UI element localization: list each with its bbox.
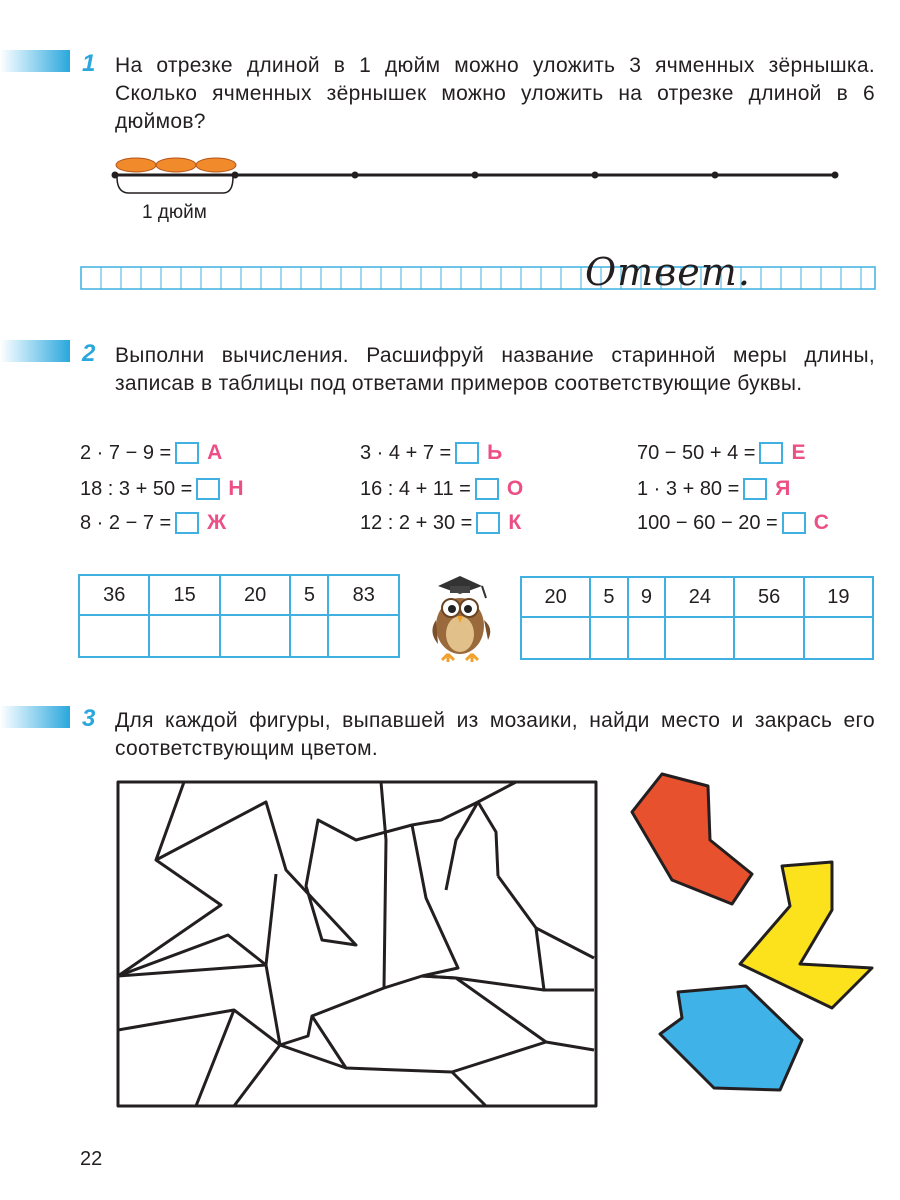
task-marker-band xyxy=(0,340,70,362)
inch-segment-figure xyxy=(105,150,850,205)
barley-grain xyxy=(116,158,156,172)
answer-value: 20 xyxy=(220,575,290,615)
expression: 12 : 2 + 30 = xyxy=(360,511,473,534)
cipher-letter: А xyxy=(207,441,223,464)
letter-cell[interactable] xyxy=(665,617,734,659)
answer-box[interactable] xyxy=(175,442,199,464)
answer-box[interactable] xyxy=(476,512,500,534)
expression-row xyxy=(637,511,829,535)
cipher-letter: К xyxy=(508,511,522,534)
answer-box[interactable] xyxy=(455,442,479,464)
expression-row xyxy=(360,511,521,535)
answer-box[interactable] xyxy=(782,512,806,534)
cipher-letter: Ж xyxy=(207,511,227,534)
answer-value: 5 xyxy=(290,575,328,615)
expression-row xyxy=(80,441,222,465)
expression: 70 − 50 + 4 = xyxy=(637,441,756,464)
answer-value: 9 xyxy=(628,577,665,617)
expression-row xyxy=(360,477,523,501)
answer-value: 24 xyxy=(665,577,734,617)
task-number: 2 xyxy=(82,340,96,367)
owl-scholar-icon xyxy=(420,568,500,664)
answer-grid[interactable] xyxy=(80,266,876,290)
page-number: 22 xyxy=(80,1148,103,1170)
task-text: Для каждой фигуры, выпавшей из мозаики, найди место и закрась его соответствующим цветом. xyxy=(115,709,875,760)
answer-value: 15 xyxy=(149,575,219,615)
answer-box[interactable] xyxy=(743,478,767,500)
task-text: На отрезке длиной в 1 дюйм можно уложить 3 ячменных зёрнышка. Сколько ячменных зёрнышек можно уложить на отрезке длиной в 6 дюймов? xyxy=(115,54,875,133)
cipher-table-left xyxy=(78,574,400,658)
letter-cell[interactable] xyxy=(628,617,665,659)
cipher-letter: С xyxy=(813,511,829,534)
cipher-letter: Н xyxy=(228,477,244,500)
expression-row xyxy=(80,477,244,501)
expression: 16 : 4 + 11 = xyxy=(360,477,471,500)
letter-cell[interactable] xyxy=(521,617,590,659)
answer-box[interactable] xyxy=(196,478,220,500)
inch-label: 1 дюйм xyxy=(142,202,207,223)
letter-cell[interactable] xyxy=(328,615,399,657)
expression: 1 · 3 + 80 = xyxy=(637,477,740,500)
answer-value: 36 xyxy=(79,575,149,615)
expression: 3 · 4 + 7 = xyxy=(360,441,452,464)
answer-value: 20 xyxy=(521,577,590,617)
task-text: Выполни вычисления. Расшифруй название старинной меры длины, записав в таблицы под ответами примеров соответствующие буквы. xyxy=(115,344,875,395)
letter-cell[interactable] xyxy=(290,615,328,657)
answer-label: Ответ. xyxy=(585,250,751,294)
inch-bracket xyxy=(117,177,233,193)
cipher-table-right xyxy=(520,576,874,660)
cipher-letter: Я xyxy=(775,477,791,500)
answer-value: 5 xyxy=(590,577,627,617)
expression: 2 · 7 − 9 = xyxy=(80,441,172,464)
letter-cell[interactable] xyxy=(220,615,290,657)
expression: 100 − 60 − 20 = xyxy=(637,511,778,534)
expression-row xyxy=(637,477,790,501)
cipher-letter: Е xyxy=(791,441,806,464)
answer-box[interactable] xyxy=(759,442,783,464)
barley-grain xyxy=(196,158,236,172)
answer-value: 83 xyxy=(328,575,399,615)
blue-mosaic-piece xyxy=(660,986,802,1090)
mosaic-puzzle[interactable] xyxy=(116,780,600,1110)
letter-cell[interactable] xyxy=(590,617,627,659)
yellow-mosaic-piece xyxy=(740,862,872,1008)
answer-box[interactable] xyxy=(475,478,499,500)
letter-cell[interactable] xyxy=(734,617,803,659)
barley-grains xyxy=(116,158,236,172)
loose-mosaic-pieces[interactable] xyxy=(620,770,880,1100)
expression: 8 · 2 − 7 = xyxy=(80,511,172,534)
letter-cell[interactable] xyxy=(804,617,873,659)
cipher-letter: Ь xyxy=(487,441,503,464)
barley-grain xyxy=(156,158,196,172)
letter-cell[interactable] xyxy=(79,615,149,657)
red-mosaic-piece xyxy=(632,774,752,904)
task-number: 3 xyxy=(82,705,96,732)
task-marker-band xyxy=(0,50,70,72)
answer-value: 56 xyxy=(734,577,803,617)
task-number: 1 xyxy=(82,50,96,77)
expression-row xyxy=(360,441,502,465)
expression-row xyxy=(637,441,805,465)
answer-value: 19 xyxy=(804,577,873,617)
letter-cell[interactable] xyxy=(149,615,219,657)
answer-box[interactable] xyxy=(175,512,199,534)
task-marker-band xyxy=(0,706,70,728)
expression: 18 : 3 + 50 = xyxy=(80,477,193,500)
expression-row xyxy=(80,511,226,535)
cipher-letter: О xyxy=(506,477,524,500)
